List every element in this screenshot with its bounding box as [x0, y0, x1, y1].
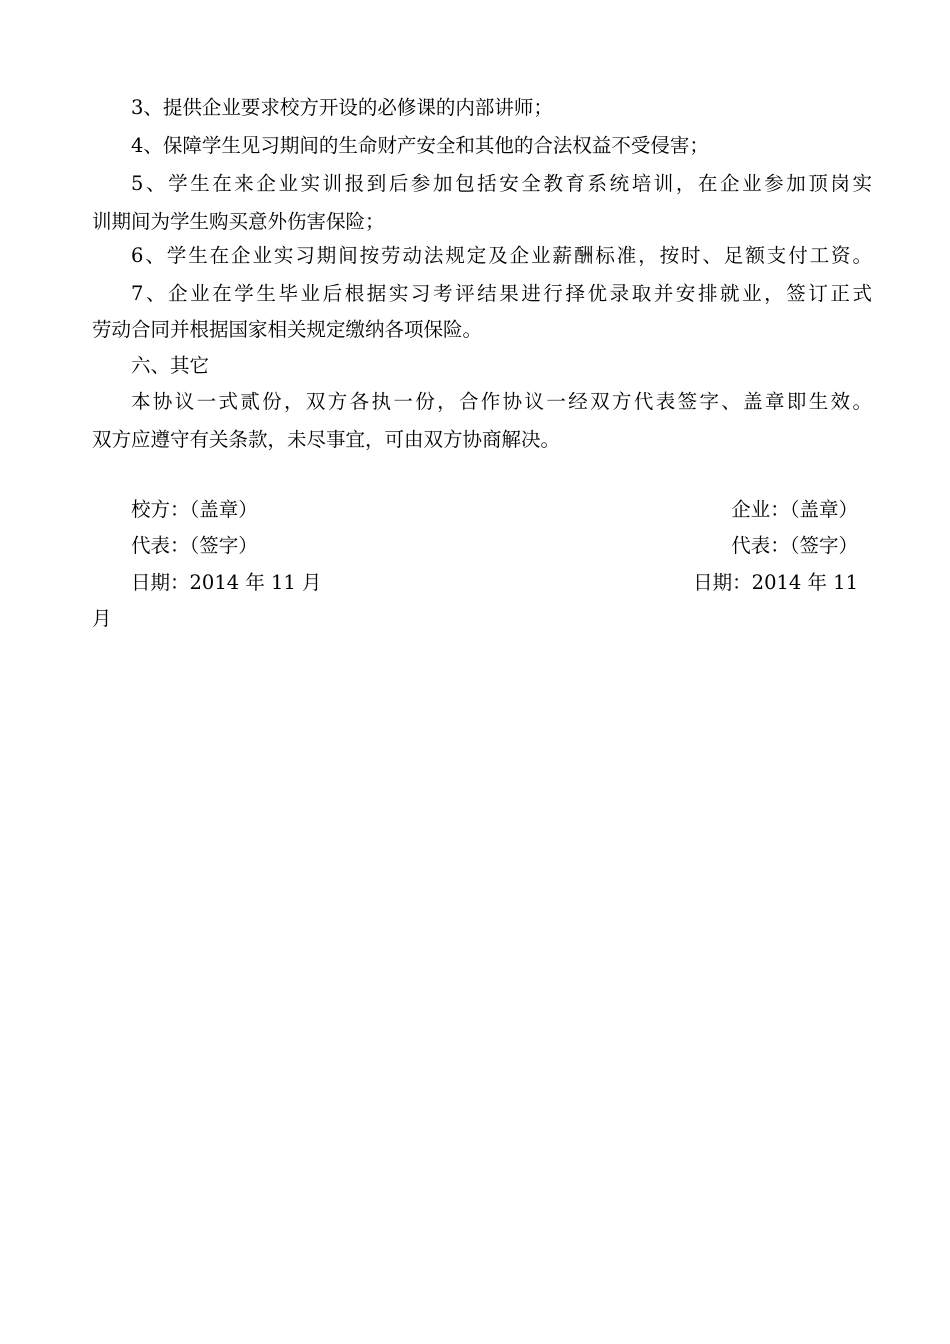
school-seal-label: 校方：（盖章）	[131, 498, 258, 521]
school-representative-label: 代表：（签字）	[131, 534, 258, 557]
clause-item-5-line1: 5、学生在来企业实训报到后参加包括安全教育系统培训，在企业参加顶岗实	[131, 172, 872, 195]
company-date-label: 日期：2014 年 11	[693, 571, 858, 594]
clause-item-3: 3、提供企业要求校方开设的必修课的内部讲师；	[131, 96, 553, 119]
company-date-tail: 月	[92, 607, 112, 630]
clause-item-7-line1: 7、企业在学生毕业后根据实习考评结果进行择优录取并安排就业，签订正式	[131, 282, 872, 305]
company-seal-label: 企业：（盖章）	[731, 498, 858, 521]
agreement-paragraph-line1: 本协议一式贰份，双方各执一份，合作协议一经双方代表签字、盖章即生效。	[131, 390, 872, 413]
clause-item-7-line2: 劳动合同并根据国家相关规定缴纳各项保险。	[92, 318, 483, 341]
clause-item-6: 6、学生在企业实习期间按劳动法规定及企业薪酬标准，按时、足额支付工资。	[131, 244, 872, 267]
agreement-paragraph-line2: 双方应遵守有关条款，未尽事宜，可由双方协商解决。	[92, 428, 561, 451]
clause-item-4: 4、保障学生见习期间的生命财产安全和其他的合法权益不受侵害；	[131, 134, 709, 157]
clause-item-5-line2: 训期间为学生购买意外伤害保险；	[92, 210, 385, 233]
company-representative-label: 代表：（签字）	[731, 534, 858, 557]
section-heading-other: 六、其它	[131, 354, 210, 377]
school-date-label: 日期：2014 年 11 月	[131, 571, 322, 594]
